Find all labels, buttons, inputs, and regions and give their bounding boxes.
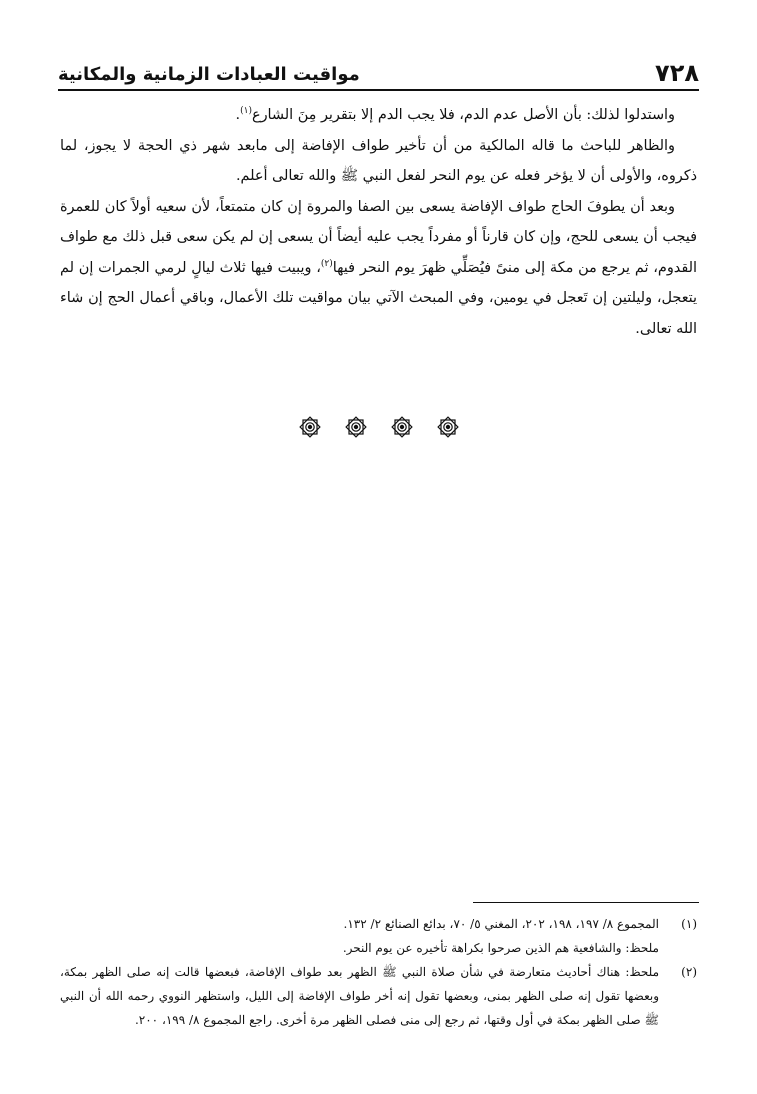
footnote-2 [60,960,697,1032]
footnote-number: (٢) [681,965,697,979]
paragraph-2-text: والظاهر للباحث ما قاله المالكية من أن تأخير طواف الإفاضة إلى مابعد شهر ذي الحجة لا يجوز، لما ذكروه، والأولى أن لا يؤخر فعله عن يوم النحر لفعل النبي ﷺ والله تعالى أعلم. [60,137,697,184]
running-title: مواقيت العبادات الزمانية والمكانية [58,64,360,85]
section-end-ornaments [0,415,757,445]
page-number: ٧٢٨ [655,59,699,87]
octagonal-rosette-icon [390,415,414,439]
paragraph-1 [60,100,697,131]
octagonal-rosette-icon [298,415,322,439]
paragraph-1-end: . [235,107,241,123]
footnote-divider [473,902,699,903]
paragraph-1-text: واستدلوا لذلك: بأن الأصل عدم الدم، فلا يجب الدم إلا بتقرير مِنَ الشارع [252,107,675,123]
footnote-ref-1[interactable]: (١) [240,106,252,117]
page-header [58,48,699,88]
octagonal-rosette-icon [436,415,460,439]
footnote-1 [60,912,697,960]
footnote-ref-2[interactable]: (٢) [320,258,333,269]
footnotes [60,912,697,1032]
main-text [60,100,697,344]
paragraph-3-text-b: ، ويبيت فيها ثلاث ليالٍ لرمي الجمرات إن لم يتعجل، وليلتين إن تَعجل في يومين، وفي المبحث الآتي بيان مواقيت تلك الأعمال، وباقي أعمال الحج إن شاء الله تعالى. [60,259,697,337]
footnote-line: ملحظ: هناك أحاديث متعارضة في شأن صلاة النبي ﷺ الظهر بعد طواف الإفاضة، فبعضها قالت إنه صلى الظهر بمكة، وبعضها تقول إنه صلى الظهر بمنى، وبعضها تقول إنه أخر طواف الإفاضة إلى الليل، واستظهر النووي رحمه الله أن النبي ﷺ صلى الظهر بمكة في أول وقتها، ثم رجع إلى منى فصلى الظهر مرة أخرى. راجع المجموع ٨/ ١٩٩، ٢٠٠. [60,965,659,1027]
header-divider [58,89,699,91]
paragraph-3-text-a: وبعد أن يطوفَ الحاج طواف الإفاضة يسعى بين الصفا والمروة إن كان متمتعاً، لأن سعيه أولاً كان للعمرة فيجب أن يسعى للحج، وإن كان قارناً أو مفرداً يجب عليه أيضاً أن يسعى إن لم يكن سعى قبل ذلك مع طواف القدوم، ثم يرجع من مكة إلى منىً فيُصَلِّي ظهرَ يوم النحر فيها [60,198,697,276]
footnote-number: (١) [681,917,697,931]
footnote-line: ملحظ: والشافعية هم الذين صرحوا بكراهة تأخيره عن يوم النحر. [342,941,659,955]
octagonal-rosette-icon [344,415,368,439]
paragraph-2 [60,131,697,192]
footnote-line: المجموع ٨/ ١٩٧، ١٩٨، ٢٠٢، المغني ٥/ ٧٠، بدائع الصنائع ٢/ ١٣٢. [343,917,659,931]
paragraph-3 [60,192,697,345]
